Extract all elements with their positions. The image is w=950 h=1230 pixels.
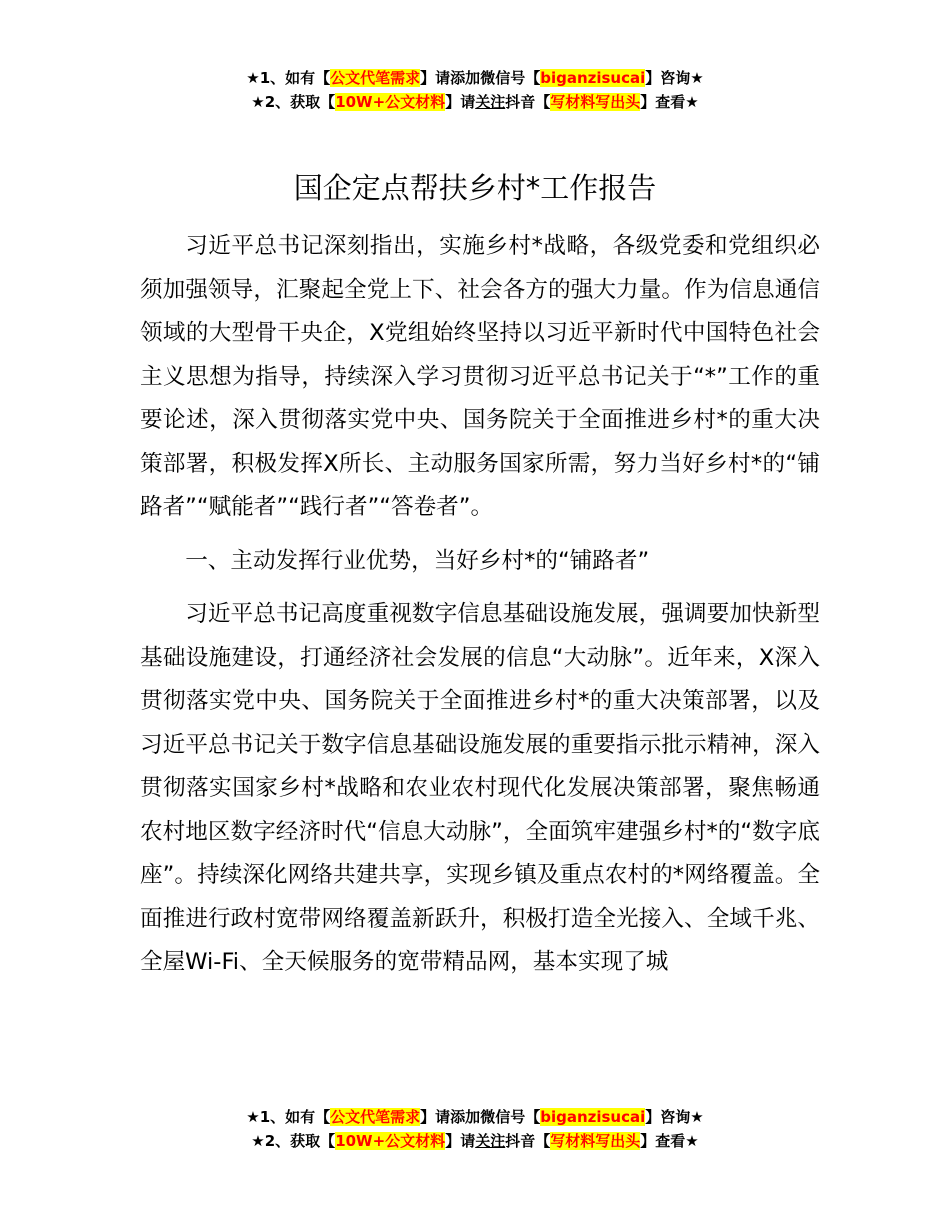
underlined-follow: 关注 <box>475 93 506 111</box>
banner-text: 】查看★ <box>640 93 699 111</box>
banner-text: 微信号【 <box>480 1108 541 1126</box>
footer-banner <box>0 1105 950 1153</box>
banner-text: 抖音【 <box>505 93 551 111</box>
paragraph-body: 习近平总书记高度重视数字信息基础设施发展，强调要加快新型基础设施建设，打通经济社会发展的信息“大动脉”。近年来，X深入贯彻落实党中央、国务院关于全面推进乡村*的重大决策部署，以及习近平总书记关于数字信息基础设施发展的重要指示批示精神，深入贯彻落实国家乡村*战略和农业农村现代化发展决策部署，聚焦畅通农村地区数字经济时代“信息大动脉”，全面筑牢建强乡村*的“数字底座”。持续深化网络共建共享，实现乡镇及重点农村的*网络覆盖。全面推进行政村宽带网络覆盖新跃升，积极打造全光接入、全域千兆、全屋Wi-Fi、全天候服务的宽带精品网，基本实现了城 <box>140 601 820 975</box>
banner-line-2 <box>0 1129 950 1153</box>
banner-text: 抖音【 <box>505 1132 551 1150</box>
banner-text: 】咨询★ <box>645 69 704 87</box>
banner-text: 】请 <box>445 1132 476 1150</box>
banner-text: 】请添加 <box>420 69 481 87</box>
paragraph-intro: 习近平总书记深刻指出，实施乡村*战略，各级党委和党组织必须加强领导，汇聚起全党上下、社会各方的强大力量。作为信息通信领域的大型骨干央企，X党组始终坚持以习近平新时代中国特色社会主义思想为指导，持续深入学习贯彻习近平总书记关于“*”工作的重要论述，深入贯彻落实党中央、国务院关于全面推进乡村*的重大决策部署，积极发挥X所长、主动服务国家所需，努力当好乡村*的“铺路者”“赋能者”“践行者”“答卷者”。 <box>140 233 820 520</box>
banner-text: ★1、如有【 <box>246 69 331 87</box>
section-heading: 一、主动发挥行业优势，当好乡村*的“铺路者” <box>185 547 650 574</box>
highlight-service: 公文代笔需求 <box>330 69 421 87</box>
banner-text: 】请添加 <box>420 1108 481 1126</box>
banner-text: 】查看★ <box>640 1132 699 1150</box>
highlight-materials: 10W+公文材料 <box>335 1132 446 1150</box>
highlight-service: 公文代笔需求 <box>330 1108 421 1126</box>
underlined-follow: 关注 <box>475 1132 506 1150</box>
highlight-account: 写材料写出头 <box>550 1132 641 1150</box>
banner-line-1 <box>0 66 950 90</box>
banner-text: ★1、如有【 <box>246 1108 331 1126</box>
banner-text: 微信号【 <box>480 69 541 87</box>
highlight-materials: 10W+公文材料 <box>335 93 446 111</box>
banner-line-1 <box>0 1105 950 1129</box>
banner-line-2 <box>0 90 950 114</box>
highlight-wechat-id: biganzisucai <box>540 1108 646 1126</box>
banner-text: ★2、获取【 <box>251 1132 336 1150</box>
header-banner <box>0 66 950 114</box>
document-body <box>140 225 820 985</box>
banner-text: 】咨询★ <box>645 1108 704 1126</box>
highlight-wechat-id: biganzisucai <box>540 69 646 87</box>
highlight-account: 写材料写出头 <box>550 93 641 111</box>
banner-text: 】请 <box>445 93 476 111</box>
document-title: 国企定点帮扶乡村*工作报告 <box>293 171 657 205</box>
banner-text: ★2、获取【 <box>251 93 336 111</box>
